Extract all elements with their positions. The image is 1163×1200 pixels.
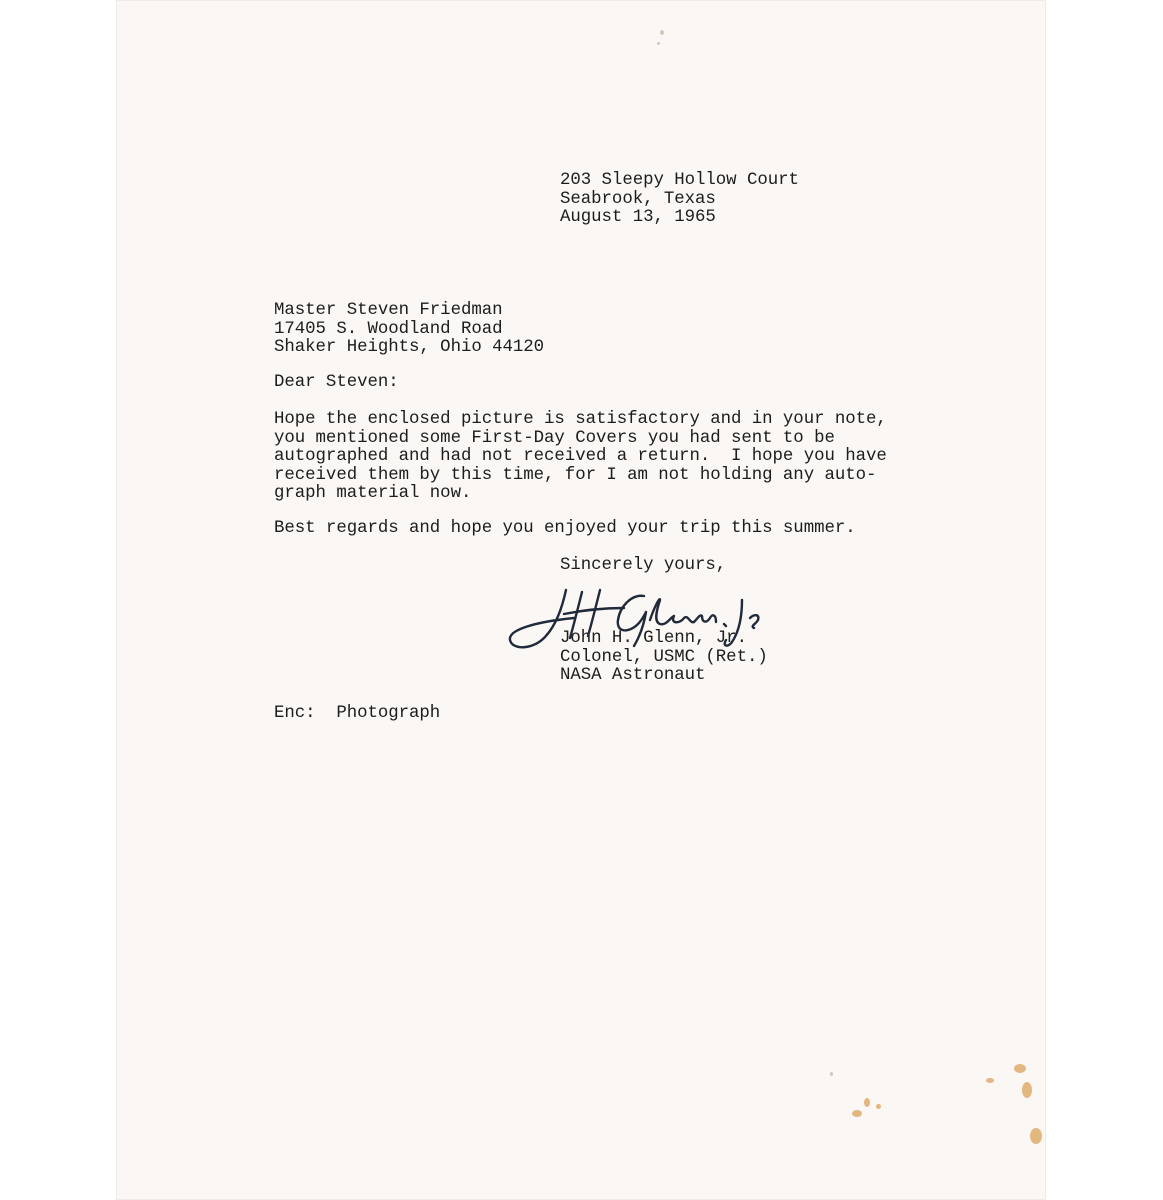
complimentary-close: Sincerely yours,: [560, 556, 727, 575]
paper-stain: [986, 1078, 994, 1083]
paper-speck: [657, 42, 660, 45]
recipient-street: 17405 S. Woodland Road: [274, 319, 503, 339]
paper-stain: [864, 1098, 870, 1107]
body-line: you mentioned some First-Day Covers you had sent to be: [274, 428, 835, 448]
paper-stain: [1030, 1128, 1042, 1144]
paper-stain: [876, 1104, 881, 1109]
paper-stain: [1022, 1082, 1032, 1098]
salutation: Dear Steven:: [274, 373, 399, 392]
handwritten-signature: [504, 578, 804, 658]
body-paragraph: [274, 411, 887, 504]
recipient-city: Shaker Heights, Ohio 44120: [274, 338, 545, 357]
signature-strokes: [510, 590, 759, 647]
paper-stain: [852, 1110, 862, 1117]
signer-name: John H. Glenn, Jr.: [560, 629, 747, 648]
paper-speck: [660, 30, 664, 35]
enclosure-note: Enc: Photograph: [274, 704, 441, 723]
signer-title: NASA Astronaut: [560, 666, 706, 685]
return-street: 203 Sleepy Hollow Court: [560, 171, 799, 190]
letter-date: August 13, 1965: [560, 208, 716, 227]
letter-page: [116, 0, 1046, 1200]
paper-speck: [830, 1072, 833, 1076]
recipient-address: [274, 302, 544, 358]
return-city: Seabrook, Texas: [560, 189, 716, 209]
closing-paragraph: Best regards and hope you enjoyed your trip this summer.: [274, 519, 856, 538]
signer-rank: Colonel, USMC (Ret.): [560, 647, 768, 667]
paper-stain: [1014, 1064, 1026, 1073]
body-line: graph material now.: [274, 484, 472, 503]
body-line: Hope the enclosed picture is satisfactory and in your note,: [274, 410, 887, 429]
body-line: received them by this time, for I am not holding any auto-: [274, 465, 877, 485]
return-address: [560, 172, 799, 228]
body-line: autographed and had not received a return. I hope you have: [274, 447, 887, 466]
recipient-name: Master Steven Friedman: [274, 301, 503, 320]
